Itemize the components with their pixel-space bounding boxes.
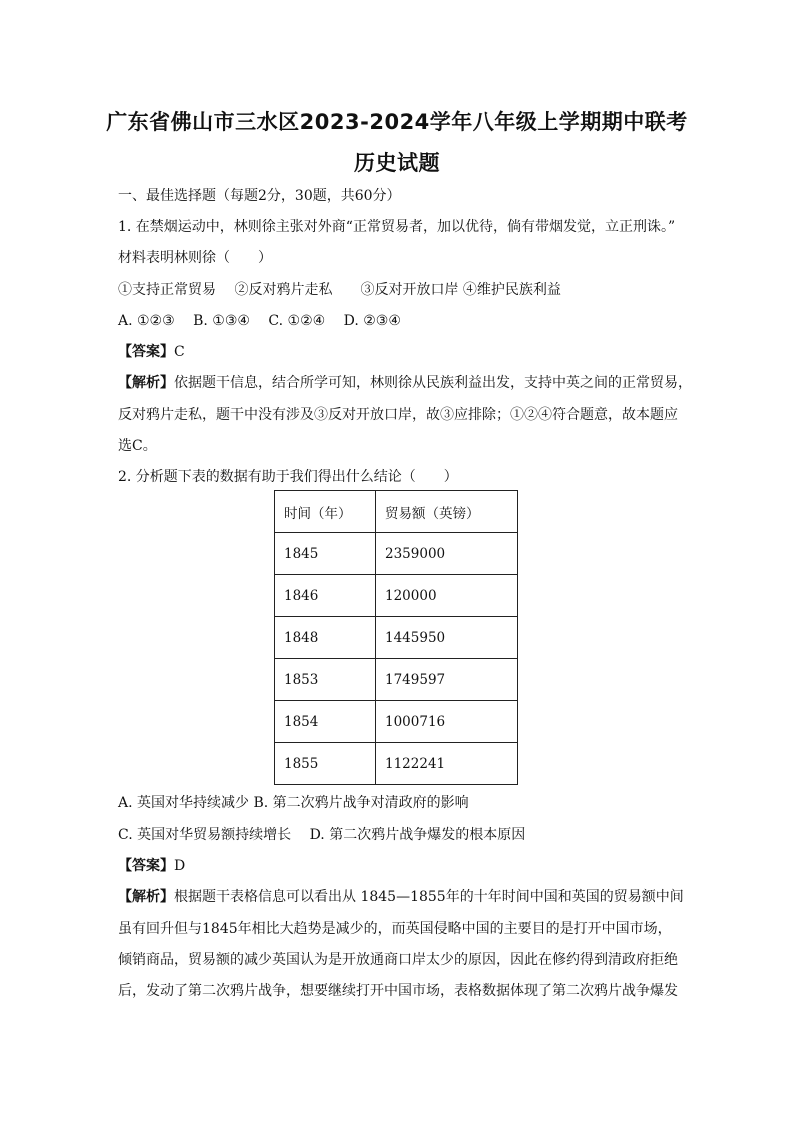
answer-label: 【答案】 xyxy=(118,858,174,874)
table-header-cell: 时间（年） xyxy=(275,491,376,533)
analysis-text: 依据题干信息，结合所学可知，林则徐从民族利益出发，支持中英之间的正常贸易， xyxy=(174,375,692,391)
table-cell: 1855 xyxy=(275,743,376,785)
q1-analysis-line3: 选C。 xyxy=(118,438,157,454)
table-header-row xyxy=(275,491,518,533)
section-heading: 一、最佳选择题（每题2分，30题，共60分） xyxy=(118,188,401,204)
q2-stem: 2. 分析题下表的数据有助于我们得出什么结论（ ） xyxy=(118,469,458,485)
table-row xyxy=(275,659,518,701)
q1-stem-line2: 材料表明林则徐（ ） xyxy=(118,250,272,266)
q2-analysis-line3: 倾销商品，贸易额的减少英国认为是开放通商口岸太少的原因，因此在修约得到清政府拒绝 xyxy=(118,952,678,968)
q2-analysis-line4: 后，发动了第二次鸦片战争，想要继续打开中国市场，表格数据体现了第二次鸦片战争爆发 xyxy=(118,983,678,999)
q2-options-line2: C. 英国对华贸易额持续增长 D. 第二次鸦片战争爆发的根本原因 xyxy=(118,827,526,843)
table-cell: 1000716 xyxy=(376,701,518,743)
table-row xyxy=(275,617,518,659)
q1-options: A. ①②③ B. ①③④ C. ①②④ D. ②③④ xyxy=(118,313,401,329)
table-row xyxy=(275,743,518,785)
table-cell: 1846 xyxy=(275,575,376,617)
table-row xyxy=(275,701,518,743)
document-title: 广东省佛山市三水区2023-2024学年八年级上学期期中联考 xyxy=(106,110,688,134)
table-cell: 1854 xyxy=(275,701,376,743)
analysis-text: 根据题干表格信息可以看出从 1845—1855年的十年时间中国和英国的贸易额中间 xyxy=(174,889,684,905)
table-cell: 2359000 xyxy=(376,533,518,575)
table-cell: 1845 xyxy=(275,533,376,575)
table-header-cell: 贸易额（英镑） xyxy=(376,491,518,533)
q1-items: ①支持正常贸易 ②反对鸦片走私 ③反对开放口岸 ④维护民族利益 xyxy=(118,282,561,298)
q1-stem-line1: 1. 在禁烟运动中，林则徐主张对外商“正常贸易者，加以优待，倘有带烟发觉，立正刑诛。” xyxy=(118,219,676,235)
q2-analysis-line1 xyxy=(118,887,684,907)
table-row xyxy=(275,533,518,575)
q2-analysis-line2: 虽有回升但与1845年相比大趋势是减少的，而英国侵略中国的主要目的是打开中国市场， xyxy=(118,921,672,937)
table-cell: 1445950 xyxy=(376,617,518,659)
analysis-label: 【解析】 xyxy=(118,375,174,391)
q2-answer xyxy=(118,856,678,876)
table-cell: 1853 xyxy=(275,659,376,701)
q2-options-line1: A. 英国对华持续减少 B. 第二次鸦片战争对清政府的影响 xyxy=(118,795,469,811)
trade-table xyxy=(274,490,518,785)
q1-answer xyxy=(118,342,678,362)
answer-value: C xyxy=(174,344,185,360)
table-cell: 1848 xyxy=(275,617,376,659)
table-cell: 1122241 xyxy=(376,743,518,785)
analysis-label: 【解析】 xyxy=(118,889,174,905)
table-cell: 120000 xyxy=(376,575,518,617)
table-row xyxy=(275,575,518,617)
document-subtitle: 历史试题 xyxy=(354,151,440,175)
table-cell: 1749597 xyxy=(376,659,518,701)
q1-analysis-line1 xyxy=(118,373,692,393)
answer-value: D xyxy=(174,858,186,874)
answer-label: 【答案】 xyxy=(118,344,174,360)
q1-analysis-line2: 反对鸦片走私，题干中没有涉及③反对开放口岸，故③应排除；①②④符合题意，故本题应 xyxy=(118,407,678,423)
